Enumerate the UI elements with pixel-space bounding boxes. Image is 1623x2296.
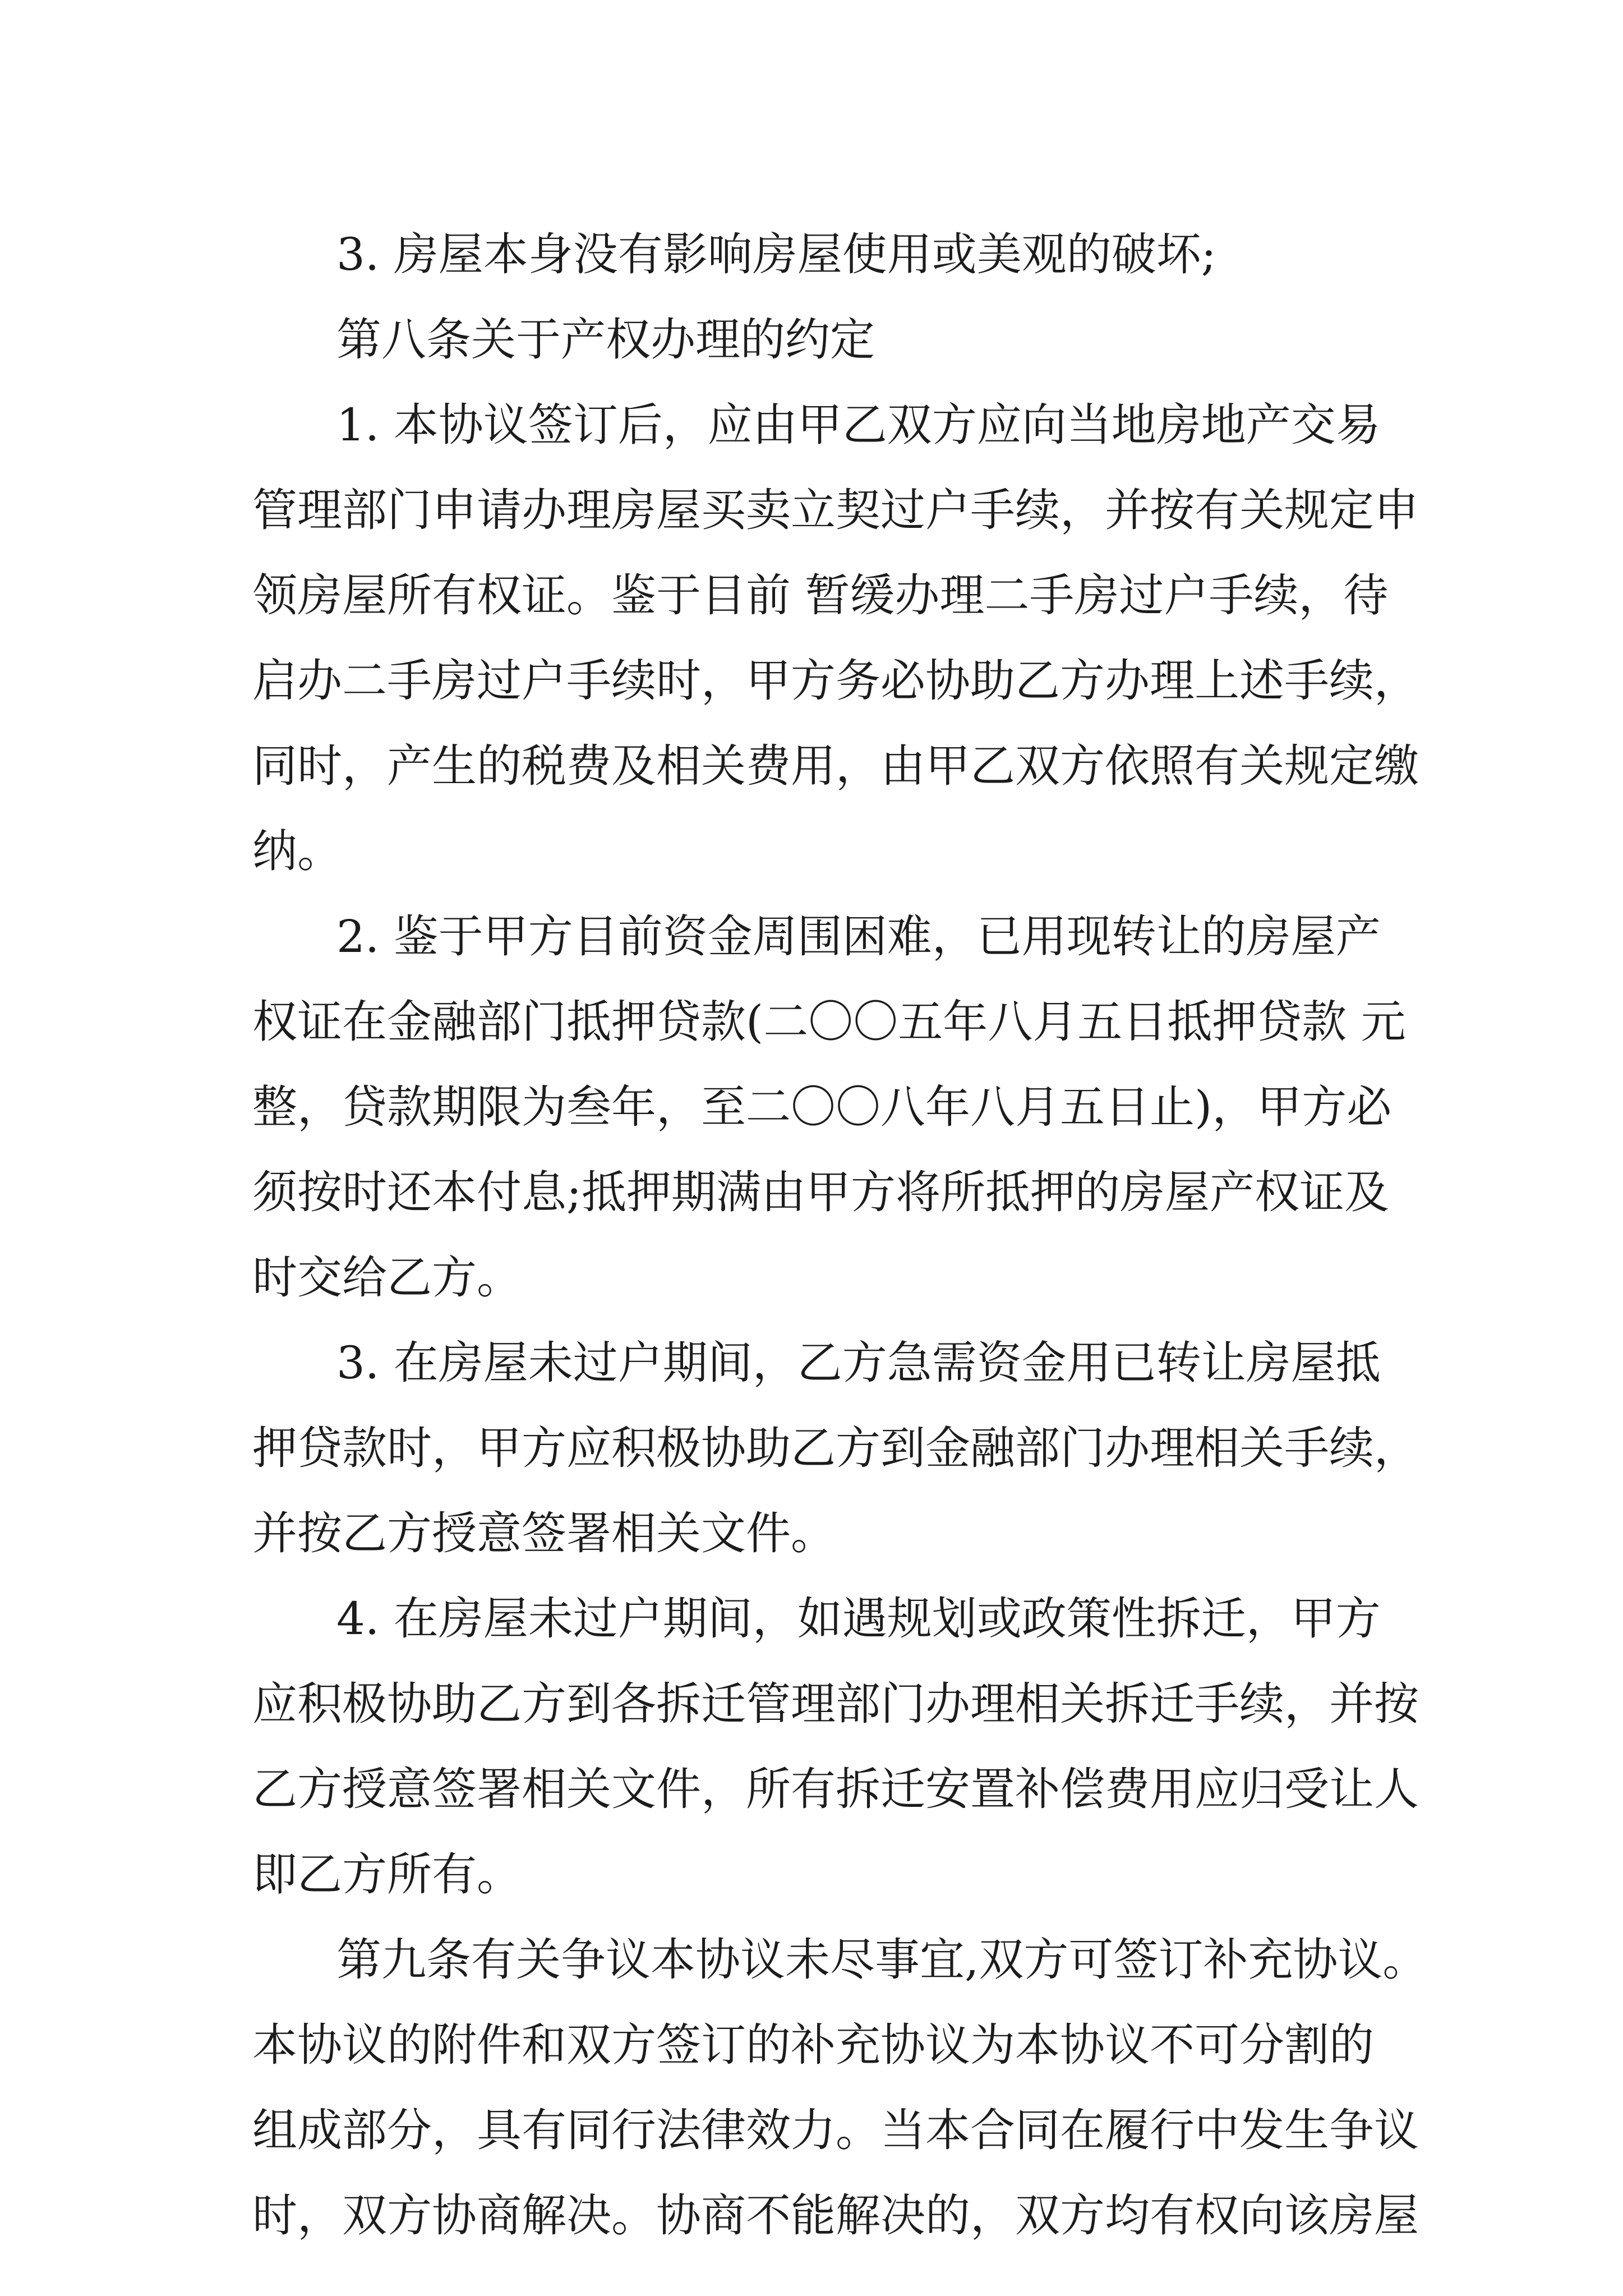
text-line: 第九条有关争议本协议未尽事宜,双方可签订补充协议。	[336, 1934, 1428, 1986]
text-line: 2. 鉴于甲方目前资金周围困难，已用现转让的房屋产	[336, 910, 1381, 963]
text-line: 4. 在房屋未过户期间，如遇规划或政策性拆迁，甲方	[336, 1593, 1381, 1645]
text-line: 权证在金融部门抵押贷款(二〇〇五年八月五日抵押贷款 元	[252, 996, 1406, 1048]
document-body	[252, 212, 1428, 2258]
text-line: 1. 本协议签订后，应由甲乙双方应向当地房地产交易	[336, 399, 1381, 451]
text-line: 3. 房屋本身没有影响房屋使用或美观的破坏;	[336, 228, 1216, 280]
text-line: 时交给乙方。	[252, 1251, 522, 1304]
text-line: 3. 在房屋未过户期间，乙方急需资金用已转让房屋抵	[336, 1337, 1381, 1389]
text-line: 整，贷款期限为叁年，至二〇〇八年八月五日止)，甲方必	[252, 1081, 1392, 1133]
text-line: 同时，产生的税费及相关费用，由甲乙双方依照有关规定缴	[252, 740, 1419, 792]
text-line: 纳。	[252, 825, 342, 877]
text-line: 乙方授意签署相关文件，所有拆迁安置补偿费用应归受让人	[252, 1763, 1419, 1815]
text-line: 第八条关于产权办理的约定	[336, 314, 875, 366]
text-line: 本协议的附件和双方签订的补充协议为本协议不可分割的	[252, 2019, 1374, 2071]
text-line: 并按乙方授意签署相关文件。	[252, 1507, 836, 1559]
text-line: 启办二手房过户手续时，甲方务必协助乙方办理上述手续，	[252, 655, 1419, 707]
text-line: 管理部门申请办理房屋买卖立契过户手续，并按有关规定申	[252, 484, 1419, 536]
text-line: 应积极协助乙方到各拆迁管理部门办理相关拆迁手续，并按	[252, 1678, 1419, 1730]
text-line: 组成部分，具有同行法律效力。当本合同在履行中发生争议	[252, 2104, 1419, 2156]
text-line: 押贷款时，甲方应积极协助乙方到金融部门办理相关手续，	[252, 1422, 1419, 1474]
text-line: 时，双方协商解决。协商不能解决的，双方均有权向该房屋	[252, 2189, 1419, 2242]
text-line: 须按时还本付息;抵押期满由甲方将所抵押的房屋产权证及	[252, 1166, 1389, 1218]
text-line: 即乙方所有。	[252, 1848, 522, 1901]
text-line: 领房屋所有权证。鉴于目前 暂缓办理二手房过户手续，待	[252, 569, 1389, 622]
